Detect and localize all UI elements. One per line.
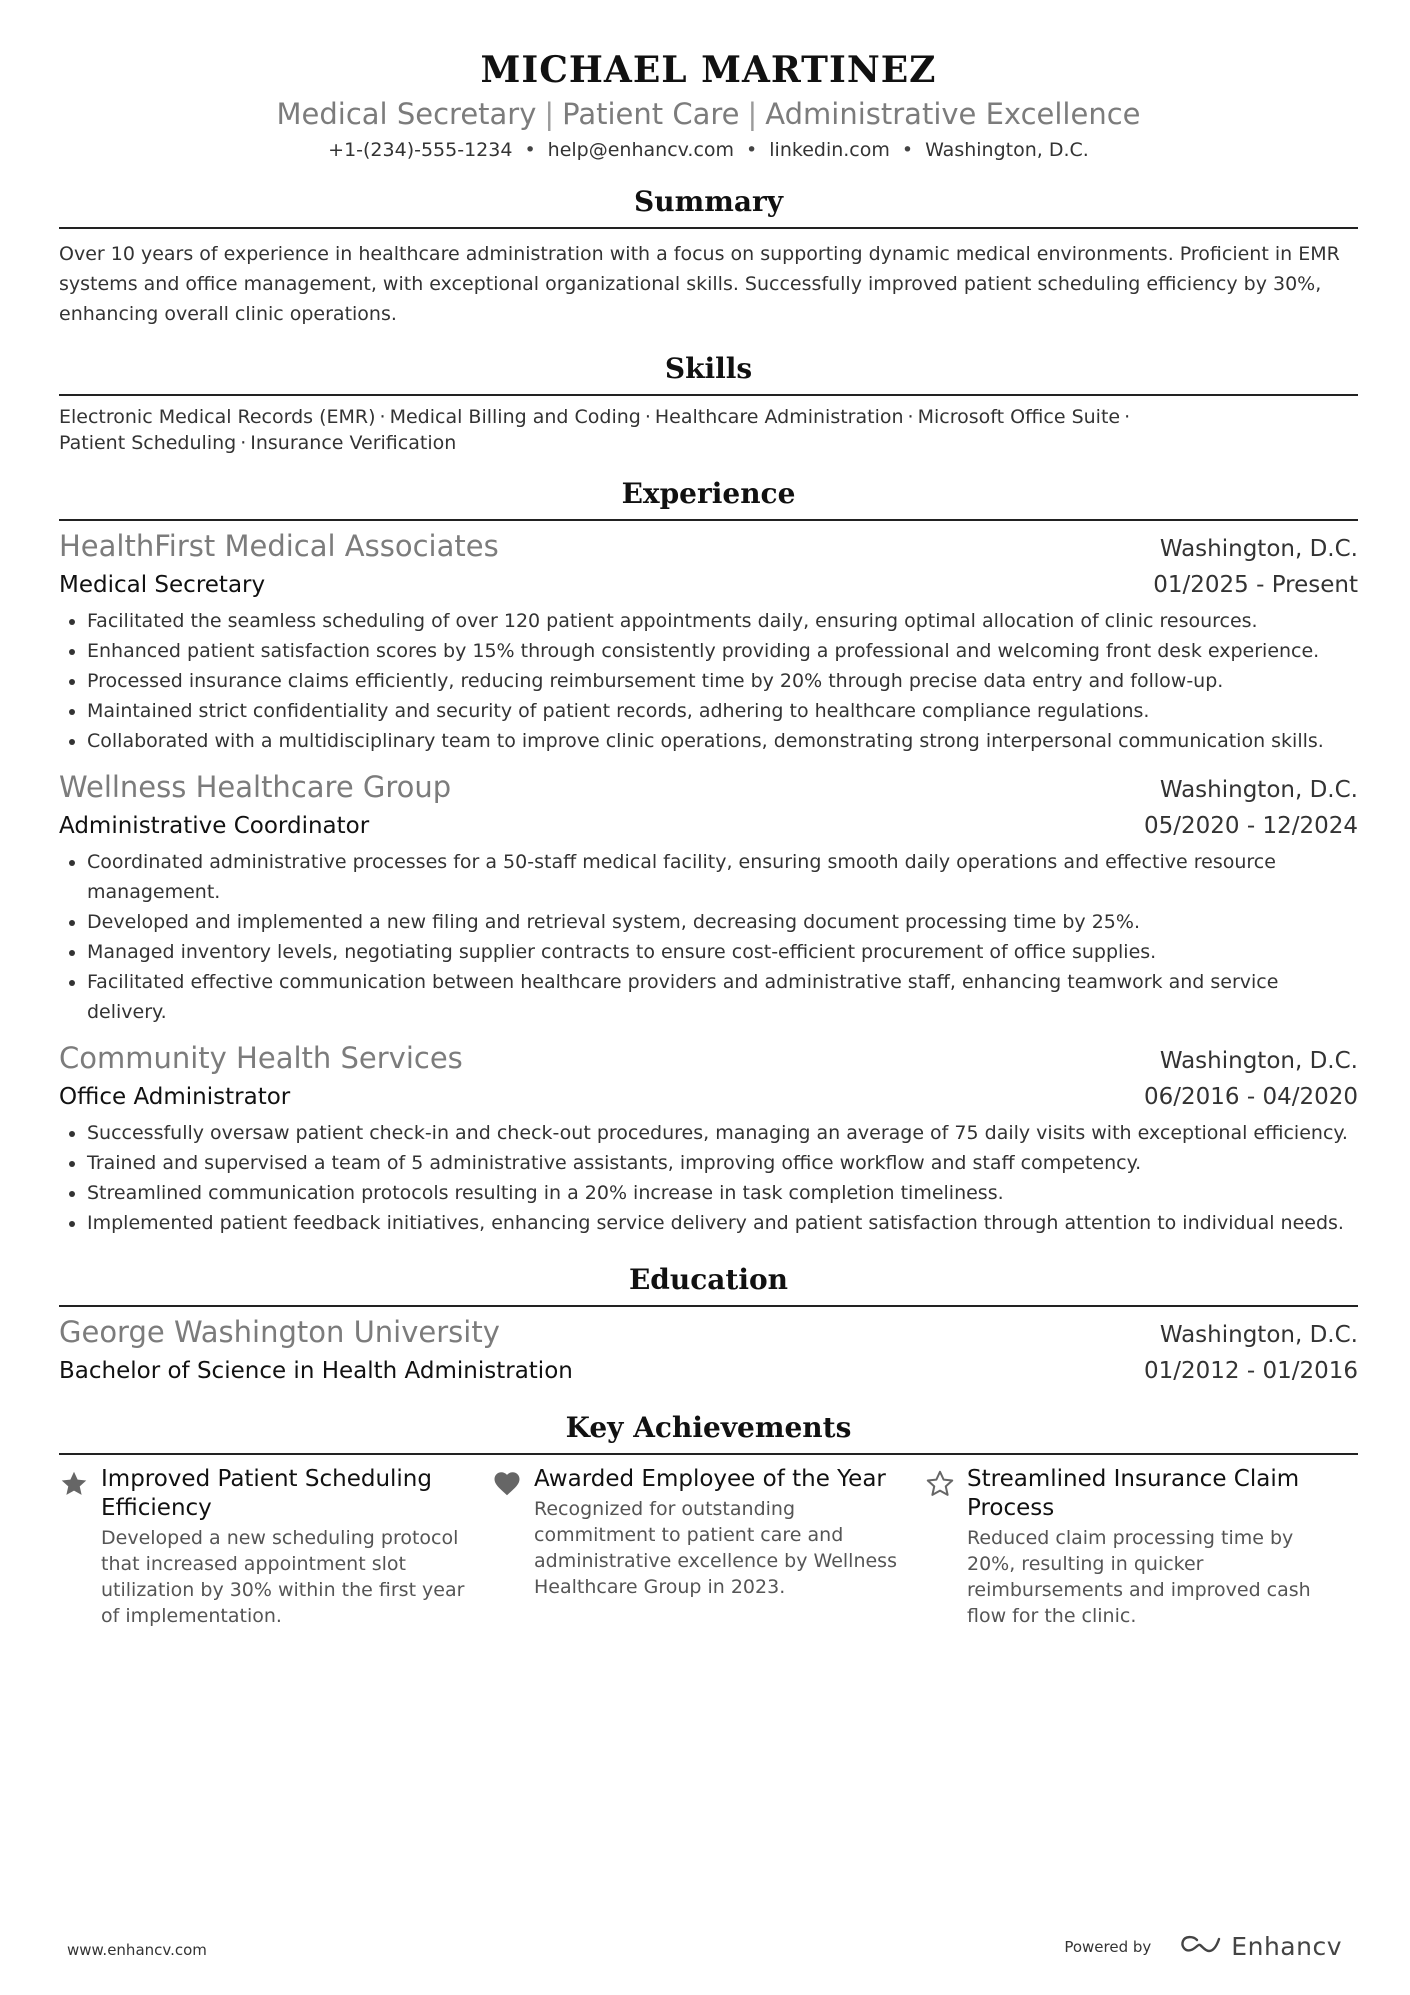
job-dates: 05/2020 - 12/2024 bbox=[1143, 813, 1358, 839]
star-filled-icon bbox=[59, 1465, 101, 1503]
skill-item: Medical Billing and Coding bbox=[389, 406, 641, 428]
headline-item: Medical Secretary bbox=[276, 97, 537, 131]
bullet-item: • Enhanced patient satisfaction scores by 15% through consistently providing a professional and welcoming front desk experience. bbox=[87, 636, 1358, 666]
bullet-item: • Streamlined communication protocols resulting in a 20% increase in task completion timeliness. bbox=[87, 1178, 1358, 1208]
candidate-name: MICHAEL MARTINEZ bbox=[480, 49, 937, 91]
section-title-summary: Summary bbox=[59, 184, 1358, 229]
skill-item: Insurance Verification bbox=[250, 432, 457, 454]
bullet-item: • Managed inventory levels, negotiating supplier contracts to ensure cost-efficient procurement of office supplies. bbox=[87, 937, 1358, 967]
job-title: Office Administrator bbox=[59, 1084, 291, 1110]
skill-item: Healthcare Administration bbox=[654, 406, 904, 428]
section-title-education: Education bbox=[59, 1262, 1358, 1307]
bullet-item: • Successfully oversaw patient check-in and check-out procedures, managing an average of 75 daily visits with exceptional efficiency. bbox=[87, 1118, 1358, 1148]
bullet-item: • Facilitated effective communication between healthcare providers and administrative staff, enhancing teamwork and service delivery. bbox=[87, 967, 1358, 1027]
star-outline-icon bbox=[925, 1465, 967, 1503]
contact-separator: • bbox=[901, 139, 914, 161]
bullet-item: • Coordinated administrative processes for a 50-staff medical facility, ensuring smooth daily operations and effective resource management. bbox=[87, 847, 1358, 907]
section-title-achievements: Key Achievements bbox=[59, 1410, 1358, 1455]
powered-by-label: Powered by bbox=[1064, 1937, 1152, 1956]
bullet-item: • Facilitated the seamless scheduling of over 120 patient appointments daily, ensuring optimal allocation of clinic resources. bbox=[87, 606, 1358, 636]
contact-separator: • bbox=[746, 139, 758, 161]
achievements-list bbox=[59, 1465, 1358, 1629]
degree: Bachelor of Science in Health Administration bbox=[59, 1358, 573, 1384]
school-name: George Washington University bbox=[59, 1315, 500, 1349]
experience-section bbox=[59, 476, 1358, 1238]
skills-line bbox=[59, 430, 1358, 456]
achievement-item bbox=[59, 1465, 492, 1629]
achievement-description: Developed a new scheduling protocol that increased appointment slot utilization by 30% within the first year of implementation. bbox=[101, 1527, 465, 1627]
summary-section bbox=[59, 184, 1358, 329]
contact-info bbox=[59, 136, 1358, 164]
achievement-title: Streamlined Insurance Claim Process bbox=[967, 1466, 1300, 1521]
company-name: Wellness Healthcare Group bbox=[59, 770, 452, 804]
skill-item: Patient Scheduling bbox=[59, 432, 237, 454]
achievement-title: Awarded Employee of the Year bbox=[534, 1466, 886, 1492]
skills-line bbox=[59, 404, 1358, 430]
job-bullets bbox=[59, 847, 1358, 1027]
school-location: Washington, D.C. bbox=[1159, 1322, 1358, 1348]
bullet-item: • Maintained strict confidentiality and security of patient records, adhering to healthcare compliance regulations. bbox=[87, 696, 1358, 726]
section-title-experience: Experience bbox=[59, 476, 1358, 521]
skill-separator: · bbox=[907, 406, 914, 428]
experience-entry bbox=[59, 768, 1358, 1027]
skill-separator: · bbox=[644, 406, 651, 428]
skill-item: Microsoft Office Suite bbox=[917, 406, 1121, 428]
linkedin-link[interactable]: linkedin.com bbox=[769, 139, 890, 161]
bullet-item: • Developed and implemented a new filing and retrieval system, decreasing document processing time by 25%. bbox=[87, 907, 1358, 937]
headline-separator: | bbox=[544, 97, 555, 131]
job-bullets bbox=[59, 1118, 1358, 1238]
section-title-skills: Skills bbox=[59, 351, 1358, 396]
headline-separator: | bbox=[747, 97, 758, 131]
education-dates: 01/2012 - 01/2016 bbox=[1143, 1358, 1358, 1384]
bullet-item: • Implemented patient feedback initiatives, enhancing service delivery and patient satisfaction through attention to individual needs. bbox=[87, 1208, 1358, 1238]
contact-separator: • bbox=[524, 139, 536, 161]
skill-separator: · bbox=[379, 406, 386, 428]
achievement-description: Recognized for outstanding commitment to patient care and administrative excellence by Wellness Healthcare Group in 2023. bbox=[534, 1498, 897, 1598]
phone: +1-(234)-555-1234 bbox=[328, 139, 513, 161]
education-entry bbox=[59, 1313, 1358, 1388]
skill-separator: · bbox=[1124, 406, 1131, 428]
resume-content bbox=[59, 48, 1358, 1629]
job-title: Medical Secretary bbox=[59, 572, 266, 598]
job-location: Washington, D.C. bbox=[1159, 536, 1358, 562]
enhancv-logo-icon bbox=[1177, 1933, 1223, 1961]
experience-entry bbox=[59, 527, 1358, 756]
headline-item: Administrative Excellence bbox=[765, 97, 1141, 131]
bullet-item: • Trained and supervised a team of 5 administrative assistants, improving office workflow and staff competency. bbox=[87, 1148, 1358, 1178]
skill-separator: · bbox=[240, 432, 247, 454]
email-link[interactable]: help@enhancv.com bbox=[547, 139, 735, 161]
education-section bbox=[59, 1262, 1358, 1388]
job-dates: 01/2025 - Present bbox=[1153, 572, 1358, 598]
bullet-item: • Processed insurance claims efficiently, reducing reimbursement time by 20% through precise data entry and follow-up. bbox=[87, 666, 1358, 696]
achievement-title: Improved Patient Scheduling Efficiency bbox=[101, 1466, 432, 1521]
company-name: HealthFirst Medical Associates bbox=[59, 529, 499, 563]
footer-website-link[interactable]: www.enhancv.com bbox=[67, 1941, 207, 1959]
experience-entry bbox=[59, 1039, 1358, 1238]
skill-item: Electronic Medical Records (EMR) bbox=[59, 406, 376, 428]
company-name: Community Health Services bbox=[59, 1041, 463, 1075]
achievements-section bbox=[59, 1410, 1358, 1629]
job-location: Washington, D.C. bbox=[1159, 1048, 1358, 1074]
achievement-description: Reduced claim processing time by 20%, resulting in quicker reimbursements and improved cash flow for the clinic. bbox=[967, 1527, 1311, 1627]
skills-section bbox=[59, 351, 1358, 456]
summary-text: Over 10 years of experience in healthcare administration with a focus on supporting dynamic medical environments. Proficient in EMR systems and office management, with exceptional organizational skills. Successfully improved patient scheduling efficiency by 30%, enhancing overall clinic operations. bbox=[59, 243, 1340, 325]
job-location: Washington, D.C. bbox=[1159, 777, 1358, 803]
location: Washington, D.C. bbox=[925, 139, 1089, 161]
footer-branding bbox=[1064, 1932, 1342, 1961]
job-title: Administrative Coordinator bbox=[59, 813, 370, 839]
skills-list bbox=[59, 404, 1358, 456]
bullet-item: • Collaborated with a multidisciplinary team to improve clinic operations, demonstrating strong interpersonal communication skills. bbox=[87, 726, 1358, 756]
job-dates: 06/2016 - 04/2020 bbox=[1143, 1084, 1358, 1110]
headline bbox=[59, 94, 1358, 134]
headline-item: Patient Care bbox=[562, 97, 740, 131]
achievement-item bbox=[925, 1465, 1358, 1629]
heart-icon bbox=[492, 1465, 534, 1503]
brand-name: Enhancv bbox=[1231, 1932, 1342, 1961]
achievement-item bbox=[492, 1465, 925, 1629]
job-bullets bbox=[59, 606, 1358, 756]
